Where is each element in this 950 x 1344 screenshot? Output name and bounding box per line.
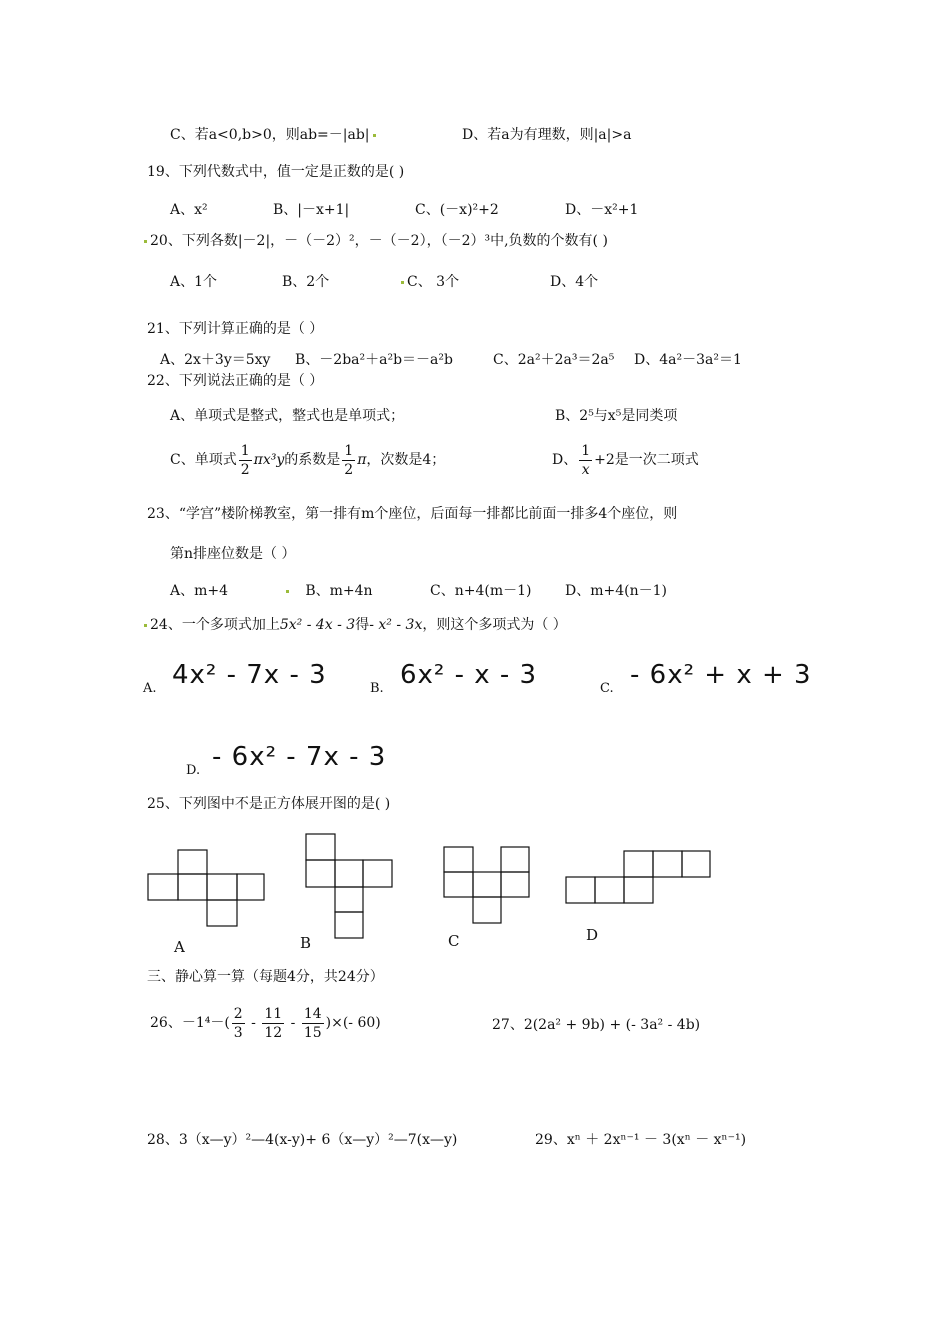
q22-d-prefix: D、 bbox=[552, 452, 578, 468]
q23-option-a: A、m+4 bbox=[170, 583, 229, 599]
q23-option-c: C、n+4(m－1) bbox=[430, 583, 532, 599]
net-label-c: C bbox=[448, 932, 460, 950]
q24-option-c: - 6x² + x + 3 bbox=[630, 660, 812, 690]
q24-b-label: B. bbox=[370, 681, 384, 696]
q24-expression-2: - x² - 3x bbox=[369, 617, 423, 633]
cube-net-c bbox=[442, 845, 534, 927]
q23-option-b bbox=[283, 582, 373, 600]
q19-option-a: A、x² bbox=[170, 202, 208, 218]
q27: 27、2(2a² + 9b) + (- 3a² - 4b) bbox=[492, 1017, 701, 1033]
q22-c-coef-fraction bbox=[342, 442, 355, 479]
marker-dot bbox=[144, 624, 147, 627]
q25-stem: 25、下列图中不是正方体展开图的是( ) bbox=[147, 796, 391, 812]
fraction-numerator: 2 bbox=[233, 1005, 243, 1022]
marker-dot bbox=[401, 281, 404, 284]
q21-stem: 21、下列计算正确的是（ ） bbox=[147, 321, 324, 337]
q28: 28、3（x—y）²—4(x-y)+ 6（x—y）²—7(x—y) bbox=[147, 1132, 458, 1148]
fraction-denominator: 3 bbox=[233, 1024, 243, 1041]
cube-net-b bbox=[304, 832, 396, 940]
q21-option-d: D、4a²－3a²＝1 bbox=[634, 352, 742, 368]
q22-c-fraction bbox=[239, 442, 252, 479]
q20-option-a: A、1个 bbox=[170, 274, 218, 290]
q23-option-b-text: B、m+4n bbox=[305, 583, 373, 599]
q26-fraction-1 bbox=[232, 1005, 245, 1042]
fraction-denominator: x bbox=[581, 461, 590, 478]
q24-stem-middle: 得 bbox=[355, 617, 370, 633]
fraction-denominator: 12 bbox=[264, 1024, 283, 1041]
q24-d-label: D. bbox=[186, 763, 201, 778]
q22-c-pi: π bbox=[357, 452, 367, 468]
cube-net-a bbox=[146, 848, 268, 930]
q19-option-b: B、|－x+1| bbox=[273, 202, 350, 218]
q24-option-d: - 6x² - 7x - 3 bbox=[212, 742, 387, 772]
q22-d-fraction bbox=[579, 442, 592, 479]
net-label-d: D bbox=[586, 926, 599, 944]
q19-option-c: C、(－x)²+2 bbox=[415, 202, 499, 218]
q20-option-b: B、2个 bbox=[282, 274, 330, 290]
fraction-numerator: 1 bbox=[344, 442, 354, 459]
q22-option-c bbox=[170, 440, 445, 480]
fraction-numerator: 14 bbox=[303, 1005, 322, 1022]
fraction-numerator: 11 bbox=[264, 1005, 283, 1022]
section-3-title: 三、静心算一算（每题4分，共24分） bbox=[147, 969, 384, 985]
q21-option-c: C、2a²＋2a³＝2a⁵ bbox=[493, 352, 615, 368]
q18-option-d: D、若a为有理数，则|a|>a bbox=[462, 127, 632, 143]
fraction-denominator: 2 bbox=[240, 461, 250, 478]
q24-c-label: C. bbox=[600, 681, 614, 696]
q22-option-d bbox=[552, 440, 699, 480]
q22-c-monomial: πx³y bbox=[253, 452, 285, 468]
fraction-numerator: 1 bbox=[240, 442, 250, 459]
q23-stem-line2: 第n排座位数是（ ） bbox=[170, 546, 296, 562]
q26-fraction-3 bbox=[302, 1005, 324, 1042]
q26-fraction-2 bbox=[262, 1005, 284, 1042]
q24-a-label: A. bbox=[143, 681, 157, 696]
cube-net-d bbox=[564, 849, 714, 907]
fraction-numerator: 1 bbox=[581, 442, 591, 459]
q22-c-middle: 的系数是 bbox=[284, 452, 341, 468]
marker-dot bbox=[373, 134, 376, 137]
q22-d-suffix: +2是一次二项式 bbox=[594, 452, 699, 468]
q24-expression-1: 5x² - 4x - 3 bbox=[279, 617, 356, 633]
q26: 26、－1⁴－( $\frac{2}{3}$ - $\frac{11}{12}$ - $\frac{14}{15}$ )×(- 60) bbox=[150, 1005, 381, 1041]
q18-option-c bbox=[170, 126, 379, 144]
marker-dot bbox=[144, 240, 147, 243]
q23-stem-line1: 23、“学宫”楼阶梯教室，第一排有m个座位，后面每一排都比前面一排多4个座位，则 bbox=[147, 506, 678, 522]
fraction-denominator: 2 bbox=[344, 461, 354, 478]
q23-option-d: D、m+4(n－1) bbox=[565, 583, 667, 599]
q20-option-d: D、4个 bbox=[550, 274, 599, 290]
q21-option-a: A、2x＋3y＝5xy bbox=[160, 352, 271, 368]
q24-stem bbox=[141, 616, 567, 634]
q20-stem-text: 20、下列各数|－2|，－（－2）²，－（－2），（－2）³中,负数的个数有( ) bbox=[150, 233, 608, 249]
q19-option-d: D、－x²+1 bbox=[565, 202, 639, 218]
net-label-b: B bbox=[300, 934, 312, 952]
q24-stem-suffix: ，则这个多项式为（ ） bbox=[422, 617, 567, 633]
q24-option-b: 6x² - x - 3 bbox=[400, 660, 538, 690]
q26-prefix: 26、－1⁴－( bbox=[150, 1015, 230, 1031]
q21-option-b: B、－2ba²＋a²b＝－a²b bbox=[295, 352, 453, 368]
q24-stem-prefix: 24、一个多项式加上 bbox=[150, 617, 280, 633]
q22-option-b: B、2⁵与x⁵是同类项 bbox=[555, 408, 678, 424]
q19-stem: 19、下列代数式中，值一定是正数的是( ) bbox=[147, 164, 405, 180]
q20-option-c-text: C、 3个 bbox=[407, 274, 460, 290]
marker-dot bbox=[286, 590, 289, 593]
fraction-denominator: 15 bbox=[303, 1024, 322, 1041]
q18-option-c-text: C、若a<0,b>0，则ab=－|ab| bbox=[170, 127, 370, 143]
net-label-a: A bbox=[174, 938, 185, 956]
q22-stem: 22、下列说法正确的是（ ） bbox=[147, 373, 324, 389]
q22-c-suffix: ，次数是4； bbox=[366, 452, 446, 468]
q29: 29、xⁿ ＋ 2xⁿ⁻¹ － 3(xⁿ － xⁿ⁻¹) bbox=[535, 1132, 747, 1148]
q22-c-prefix: C、单项式 bbox=[170, 452, 237, 468]
q20-option-c bbox=[398, 273, 459, 291]
q20-stem bbox=[141, 232, 608, 250]
q26-suffix: )×(- 60) bbox=[325, 1015, 381, 1031]
q24-option-a: 4x² - 7x - 3 bbox=[172, 660, 327, 690]
q22-option-a: A、单项式是整式，整式也是单项式； bbox=[170, 408, 405, 424]
